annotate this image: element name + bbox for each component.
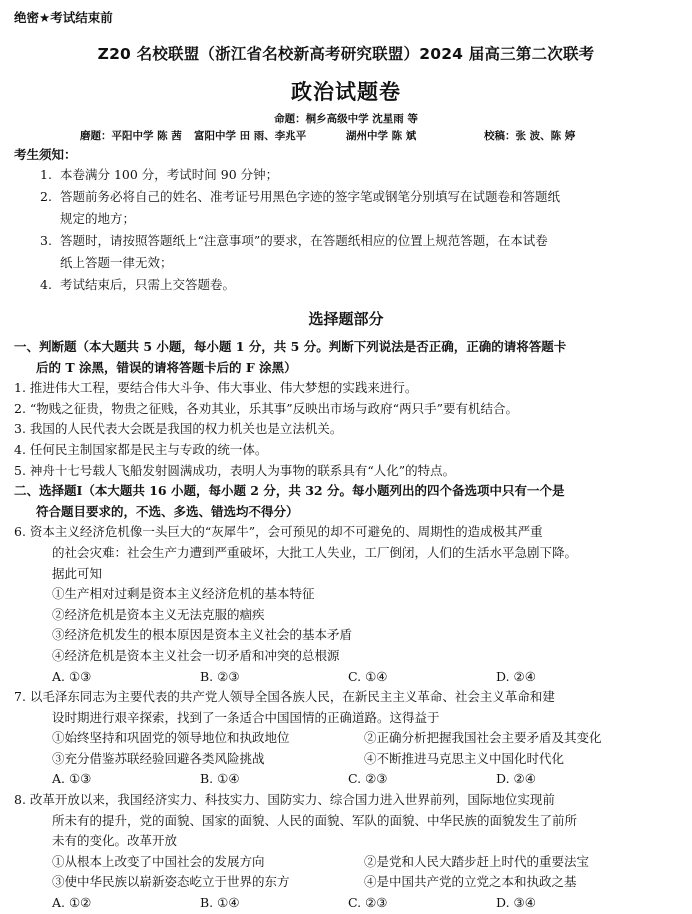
notice-number: 2. bbox=[40, 189, 52, 204]
statement: ③使中华民族以崭新姿态屹立于世界的东方 bbox=[52, 874, 290, 890]
answer-options bbox=[14, 667, 678, 688]
notice-text: 考试结束后，只需上交答题卷。 bbox=[60, 277, 236, 292]
part-title: 选择题部分 bbox=[308, 310, 384, 328]
notice-number: 4. bbox=[40, 277, 52, 292]
question-stem-continued: 的社会灾难：社会生产力遭到严重破坏，大批工人失业，工厂倒闭，人们的生活水平急剧下降。 bbox=[52, 544, 578, 560]
statement: ①从根本上改变了中国社会的发展方向 bbox=[52, 853, 265, 869]
option-d: D. ②④ bbox=[496, 668, 536, 684]
notice-text: 本卷满分 100 分，考试时间 90 分钟； bbox=[60, 167, 279, 182]
statement: ①生产相对过剩是资本主义经济危机的基本特征 bbox=[52, 586, 315, 602]
statement: ②经济危机是资本主义无法克服的痼疾 bbox=[52, 606, 265, 622]
notice-text-continued: 规定的地方； bbox=[60, 211, 136, 226]
secret-mark: 绝密★考试结束前 bbox=[14, 10, 113, 25]
question-6 bbox=[14, 522, 678, 687]
question-stem-continued: 据此可知 bbox=[52, 565, 103, 581]
option-b: B. ①④ bbox=[200, 771, 240, 787]
judge-item-2: 2. “物贱之征贵，物贵之征贱，各劝其业，乐其事”反映出市场与政府“两只手”要有机结合。 bbox=[14, 400, 518, 416]
question-stem-continued: 未有的变化。改革开放 bbox=[52, 833, 178, 849]
proofreader: 校稿：张 波、陈 婷 bbox=[484, 130, 576, 142]
reviewer-1: 磨题：平阳中学 陈 茜 bbox=[80, 130, 182, 142]
option-a: A. ①③ bbox=[52, 771, 92, 787]
setter-credit: 命题：桐乡高级中学 沈星雨 等 bbox=[274, 113, 418, 125]
option-b: B. ②③ bbox=[200, 668, 240, 684]
answer-options bbox=[14, 769, 678, 790]
question-8 bbox=[14, 790, 678, 914]
question-7 bbox=[14, 687, 678, 790]
statement-row bbox=[14, 728, 678, 749]
question-stem-continued: 设时期进行艰辛探索，找到了一条适合中国国情的正确道路。这得益于 bbox=[52, 709, 440, 725]
notice-label: 考生须知： bbox=[14, 147, 77, 162]
question-stem: 7. 以毛泽东同志为主要代表的共产党人领导全国各族人民，在新民主主义革命、社会主义革命和建 bbox=[14, 689, 555, 705]
judge-item-4: 4. 任何民主制国家都是民主与专政的统一体。 bbox=[14, 441, 268, 457]
statement: ②正确分析把握我国社会主要矛盾及其变化 bbox=[364, 730, 602, 746]
option-d: D. ②④ bbox=[496, 771, 536, 787]
statement-row bbox=[14, 749, 678, 770]
statement: ④经济危机是资本主义社会一切矛盾和冲突的总根源 bbox=[52, 647, 340, 663]
option-c: C. ①④ bbox=[348, 668, 388, 684]
option-c: C. ②③ bbox=[348, 771, 388, 787]
judge-section-heading: 一、判断题（本大题共 5 小题，每小题 1 分，共 5 分。判断下列说法是否正确，正确的请将答题卡 bbox=[14, 339, 567, 354]
question-stem: 8. 改革开放以来，我国经济实力、科技实力、国防实力、综合国力进入世界前列，国际地位实现前 bbox=[14, 792, 555, 808]
statement: ④是中国共产党的立党之本和执政之基 bbox=[364, 874, 577, 890]
notice-list bbox=[14, 164, 678, 296]
question-stem-continued: 所未有的提升，党的面貌、国家的面貌、人民的面貌、军队的面貌、中华民族的面貌发生了前所 bbox=[52, 812, 578, 828]
statement: ③经济危机发生的根本原因是资本主义社会的基本矛盾 bbox=[52, 627, 353, 643]
paper-title: 政治试题卷 bbox=[291, 80, 401, 104]
statement: ④不断推进马克思主义中国化时代化 bbox=[364, 750, 565, 766]
option-b: B. ①④ bbox=[200, 895, 240, 911]
judge-item-1: 1. 推进伟大工程，要结合伟大斗争、伟大事业、伟大梦想的实践来进行。 bbox=[14, 380, 418, 396]
statement: ①始终坚持和巩固党的领导地位和执政地位 bbox=[52, 730, 290, 746]
notice-text-continued: 纸上答题一律无效； bbox=[60, 255, 173, 270]
reviewer-3: 湖州中学 陈 斌 bbox=[346, 130, 417, 142]
judge-item-5: 5. 神舟十七号载人飞船发射圆满成功，表明人为事物的联系具有“人化”的特点。 bbox=[14, 462, 456, 478]
reviewer-credits bbox=[14, 128, 678, 143]
answer-options bbox=[14, 893, 678, 914]
question-stem: 6. 资本主义经济危机像一头巨大的“灰犀牛”，会可预见的却不可避免的、周期性的造成极其严重 bbox=[14, 524, 543, 540]
statement-row bbox=[14, 872, 678, 893]
statement: ③充分借鉴苏联经验回避各类风险挑战 bbox=[52, 750, 265, 766]
choice-section-heading-continued: 符合题目要求的，不选、多选、错选均不得分） bbox=[36, 503, 299, 519]
notice-item bbox=[14, 274, 678, 296]
notice-number: 3. bbox=[40, 233, 52, 248]
option-a: A. ①③ bbox=[52, 668, 92, 684]
option-d: D. ③④ bbox=[496, 895, 536, 911]
notice-text: 答题前务必将自己的姓名、准考证号用黑色字迹的签字笔或钢笔分别填写在试题卷和答题纸 bbox=[60, 189, 561, 204]
notice-number: 1. bbox=[40, 167, 52, 182]
notice-item bbox=[14, 186, 678, 230]
choice-section-heading: 二、选择题Ⅰ（本大题共 16 小题，每小题 2 分，共 32 分。每小题列出的四个备选项中只有一个是 bbox=[14, 483, 565, 499]
notice-item bbox=[14, 230, 678, 274]
option-a: A. ①② bbox=[52, 895, 92, 911]
statement: ②是党和人民大踏步赶上时代的重要法宝 bbox=[364, 853, 590, 869]
notice-item bbox=[14, 164, 678, 186]
option-c: C. ②③ bbox=[348, 895, 388, 911]
notice-text: 答题时，请按照答题纸上“注意事项”的要求，在答题纸相应的位置上规范答题，在本试卷 bbox=[60, 233, 548, 248]
judge-item-3: 3. 我国的人民代表大会既是我国的权力机关也是立法机关。 bbox=[14, 421, 343, 437]
exam-title: Z20 名校联盟（浙江省名校新高考研究联盟）2024 届高三第二次联考 bbox=[97, 45, 595, 63]
judge-section-heading-continued: 后的 T 涂黑，错误的请将答题卡后的 F 涂黑） bbox=[36, 359, 297, 375]
statement-row bbox=[14, 852, 678, 873]
reviewer-2: 富阳中学 田 雨、李兆平 bbox=[194, 130, 307, 142]
